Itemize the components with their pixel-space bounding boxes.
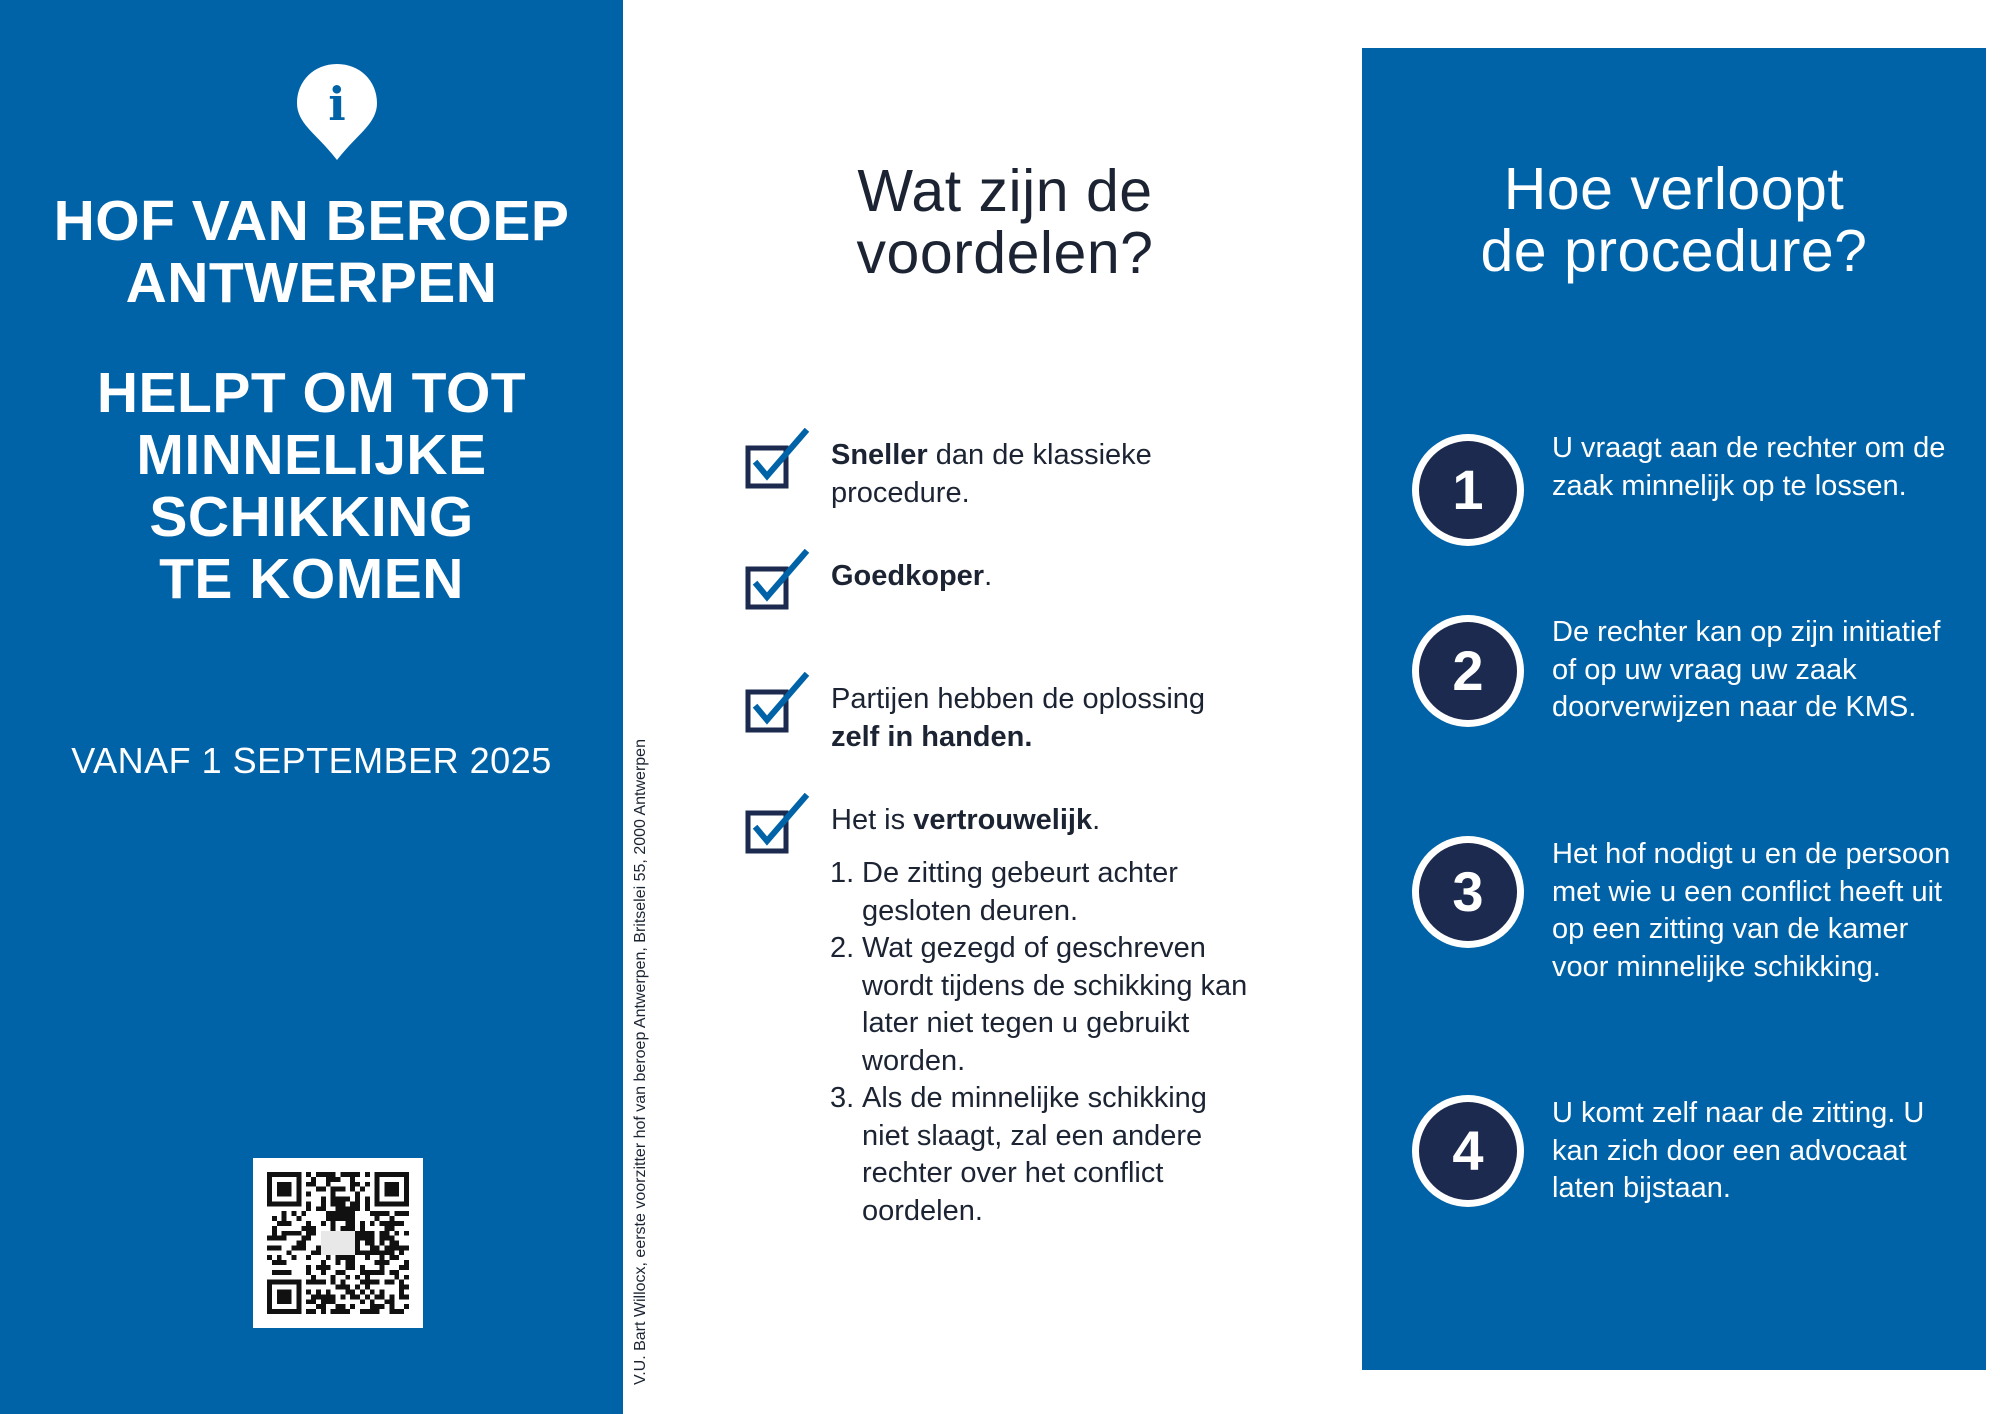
advantages-title [760, 160, 1250, 284]
headline-line: HELPT OM TOT [96, 361, 527, 425]
step-text: De rechter kan op zijn initiatief of op uw vraag uw zaak doorverwijzen naar de KMS. [1552, 616, 1941, 723]
advantage-text: Goedkoper. [831, 560, 993, 592]
court-title [0, 190, 623, 314]
headline-line: MINNELIJKE [136, 423, 487, 487]
advantage-text: Het is vertrouwelijk. [831, 804, 1101, 836]
step-text: U vraagt aan de rechter om de zaak minnelijk op te lossen. [1552, 432, 1946, 502]
qr-code-icon [267, 1172, 409, 1314]
step-number-badge: 1 [1412, 434, 1524, 546]
qr-code[interactable] [253, 1158, 423, 1328]
right-panel [1362, 48, 1986, 1370]
checkbox-checked-icon [745, 672, 811, 734]
list-number: 3. [830, 1082, 855, 1114]
step-number-badge: 4 [1412, 1095, 1524, 1207]
list-number: 2. [830, 932, 855, 964]
checkbox-checked-icon [745, 549, 811, 611]
checkbox-checked-icon [745, 428, 811, 490]
court-title-line: HOF VAN BEROEP [53, 189, 570, 253]
confidentiality-list [830, 855, 1260, 1230]
step-text: Het hof nodigt u en de persoon met wie u een conflict heeft uit op een zitting van de kamer voor minnelijke schikking. [1552, 838, 1951, 983]
publisher-credit: V.U. Bart Willocx, eerste voorzitter hof van beroep Antwerpen, Britselei 55, 2000 Antwerpen [632, 739, 649, 1385]
court-title-line: ANTWERPEN [125, 251, 498, 315]
advantages-title-line: Wat zijn de [857, 158, 1153, 224]
advantage-text: Sneller dan de klassieke procedure. [831, 439, 1152, 509]
svg-text:i: i [328, 77, 346, 131]
list-item [830, 855, 1260, 930]
start-date: VANAF 1 SEPTEMBER 2025 [71, 740, 552, 781]
list-text: De zitting gebeurt achter gesloten deuren. [862, 857, 1178, 927]
checkbox-checked-icon [745, 793, 811, 855]
list-text: Als de minnelijke schikking niet slaagt, zal een andere rechter over het conflict oordelen. [862, 1082, 1207, 1227]
list-item [830, 930, 1260, 1080]
headline-line: SCHIKKING [149, 485, 474, 549]
list-number: 1. [830, 857, 855, 889]
headline [0, 362, 623, 610]
list-item [830, 1080, 1260, 1230]
headline-line: TE KOMEN [159, 547, 464, 611]
step-number-badge: 2 [1412, 615, 1524, 727]
advantages-title-line: voordelen? [856, 220, 1154, 286]
advantage-text: Partijen hebben de oplossing zelf in handen. [831, 683, 1206, 753]
info-pin-icon [295, 62, 379, 162]
step-text: U komt zelf naar de zitting. U kan zich door een advocaat laten bijstaan. [1552, 1097, 1925, 1204]
list-text: Wat gezegd of geschreven wordt tijdens de schikking kan later niet tegen u gebruikt worden. [862, 932, 1248, 1077]
procedure-title [1362, 158, 1986, 282]
procedure-title-line: de procedure? [1480, 218, 1868, 284]
step-number-badge: 3 [1412, 836, 1524, 948]
procedure-title-line: Hoe verloopt [1503, 156, 1845, 222]
left-panel [0, 0, 623, 1414]
